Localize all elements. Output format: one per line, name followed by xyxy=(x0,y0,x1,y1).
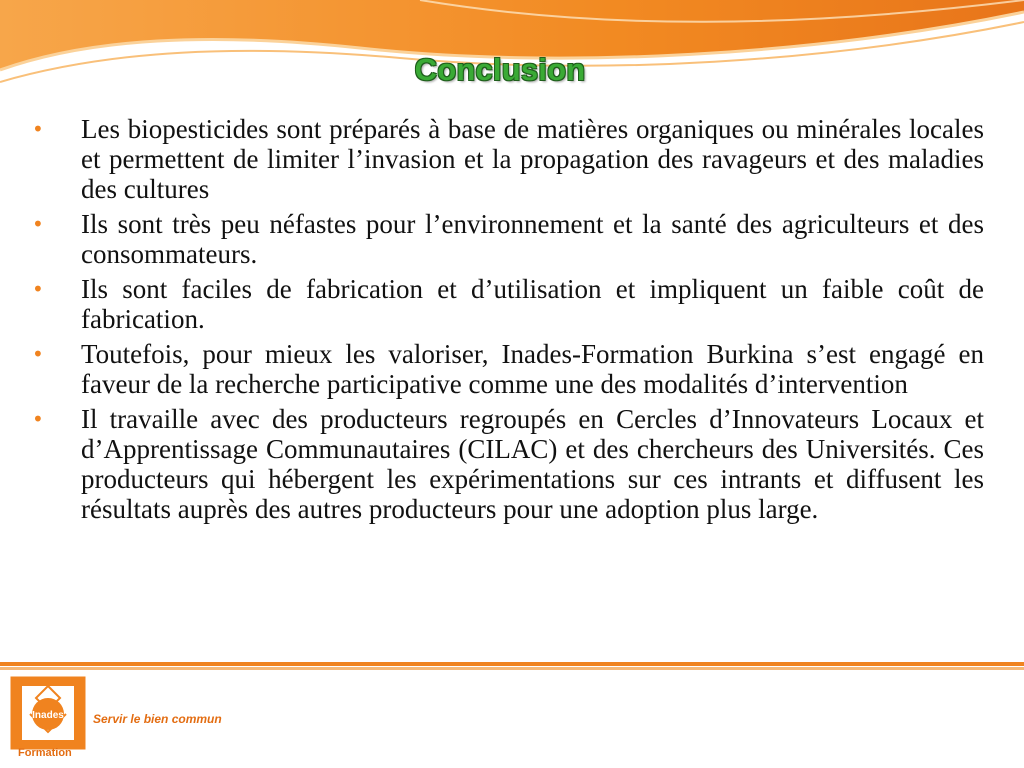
bullet-dot-icon: • xyxy=(32,212,44,236)
bullet-item xyxy=(32,339,984,399)
logo-subtext: Formation xyxy=(18,747,72,759)
bullet-text: Les biopesticides sont préparés à base de matières organiques ou minérales locales et permettent de limiter l’invasion et la propagation des ravageurs et des maladies des cultures xyxy=(81,114,984,204)
bullet-dot-icon: • xyxy=(32,407,44,431)
bullet-item xyxy=(32,274,984,334)
bullet-text: Il travaille avec des producteurs regroupés en Cercles d’Innovateurs Locaux et d’Apprentissage Communautaires (CILAC) et des chercheurs des Universités. Ces producteurs qui hébergent les expérimentations sur ces intrants et diffusent les résultats auprès des autres producteurs pour une adoption plus large. xyxy=(81,404,984,524)
bullet-dot-icon: • xyxy=(32,342,44,366)
footer-tagline: Servir le bien commun xyxy=(93,712,222,726)
footer-divider-shadow xyxy=(0,667,1024,670)
bullet-item xyxy=(32,404,984,524)
bullet-text: Ils sont très peu néfastes pour l’environnement et la santé des agriculteurs et des consommateurs. xyxy=(81,209,984,269)
bullet-list xyxy=(32,114,984,529)
bullet-dot-icon: • xyxy=(32,277,44,301)
bullet-item xyxy=(32,114,984,204)
bullet-text: Toutefois, pour mieux les valoriser, Inades-Formation Burkina s’est engagé en faveur de la recherche participative comme une des modalités d’intervention xyxy=(81,339,984,399)
bullet-text: Ils sont faciles de fabrication et d’utilisation et impliquent un faible coût de fabrication. xyxy=(81,274,984,334)
slide-title: Conclusion xyxy=(414,52,586,87)
footer-divider xyxy=(0,662,1024,666)
bullet-dot-icon: • xyxy=(32,117,44,141)
bullet-item xyxy=(32,209,984,269)
logo-text: Inades xyxy=(32,710,64,721)
